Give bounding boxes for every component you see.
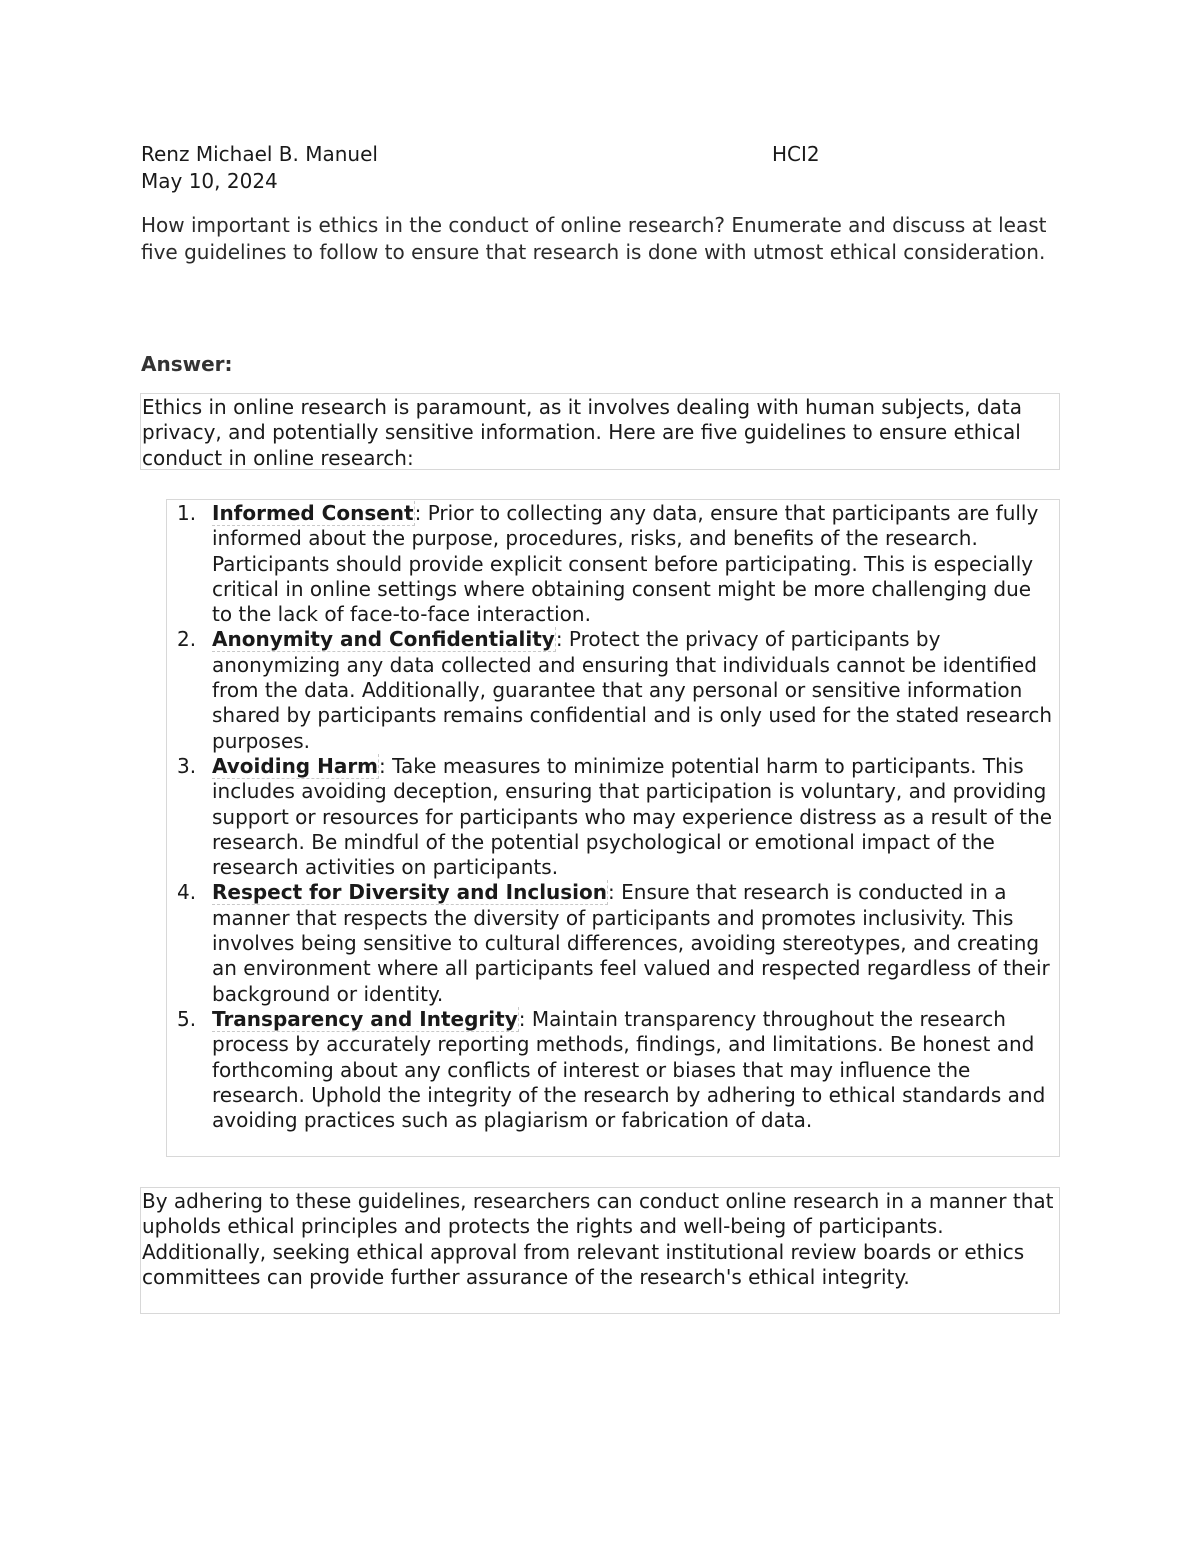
guideline-term: Transparency and Integrity [212, 1006, 518, 1031]
list-item-number: 5. [177, 1006, 197, 1031]
question-text: How important is ethics in the conduct of online research? Enumerate and discuss at least five guidelines to follow to ensure that research is done with utmost ethical consideration. [141, 213, 1047, 264]
list-item-number: 4. [177, 880, 197, 905]
course-code: HCI2 [772, 142, 820, 166]
list-item [167, 1007, 1059, 1133]
document-date: May 10, 2024 [141, 169, 278, 193]
guidelines-list [167, 501, 1059, 1133]
list-item [167, 627, 1059, 753]
guideline-text: : Take measures to minimize potential harm to participants. This includes avoiding deception, ensuring that participation is voluntary, and providing support or resources for participants who may experience distress as a result of the research. Be mindful of the potential psychological or emotional impact of the research activities on participants. [212, 753, 1053, 880]
guidelines-box [166, 499, 1060, 1157]
list-item [167, 880, 1059, 1006]
guideline-text: : Prior to collecting any data, ensure that participants are fully informed about the purpose, procedures, risks, and benefits of the research. Participants should provide explicit consent before participating. This is especially critical in online settings where obtaining consent might be more challenging due to the lack of face-to-face interaction. [212, 501, 1039, 627]
intro-paragraph: Ethics in online research is paramount, as it involves dealing with human subjects, data privacy, and potentially sensitive information. Here are five guidelines to ensure ethical conduct in online research: [140, 393, 1060, 470]
conclusion-paragraph: By adhering to these guidelines, researchers can conduct online research in a manner that upholds ethical principles and protects the rights and well-being of participants. Additionally, seeking ethical approval from relevant institutional review boards or ethics committees can provide further assurance of the research's ethical integrity. [140, 1187, 1060, 1314]
guideline-text: : Maintain transparency throughout the research process by accurately reporting methods, findings, and limitations. Be honest and forthcoming about any conflicts of interest or biases that may influence the research. Uphold the integrity of the research by adhering to ethical standards and avoiding practices such as plagiarism or fabrication of data. [212, 1006, 1046, 1133]
guideline-term: Informed Consent [212, 501, 414, 525]
guideline-term: Respect for Diversity and Inclusion [212, 880, 608, 905]
list-item [167, 501, 1059, 627]
guideline-term: Avoiding Harm [212, 753, 379, 778]
list-item-number: 3. [177, 753, 197, 778]
list-item-number: 2. [177, 627, 197, 652]
author-name: Renz Michael B. Manuel [141, 142, 378, 166]
guideline-term: Anonymity and Confidentiality [212, 627, 555, 652]
guideline-text: : Ensure that research is conducted in a manner that respects the diversity of participants and promotes inclusivity. This involves being sensitive to cultural differences, avoiding stereotypes, and creating an environment where all participants feel valued and respected regardless of their background or identity. [212, 880, 1050, 1006]
list-item-number: 1. [177, 501, 197, 525]
answer-heading: Answer: [141, 352, 233, 376]
guideline-text: : Protect the privacy of participants by anonymizing any data collected and ensuring that individuals cannot be identified from the data. Additionally, guarantee that any personal or sensitive information shared by participants remains confidential and is only used for the stated research purposes. [212, 627, 1053, 753]
list-item [167, 754, 1059, 880]
